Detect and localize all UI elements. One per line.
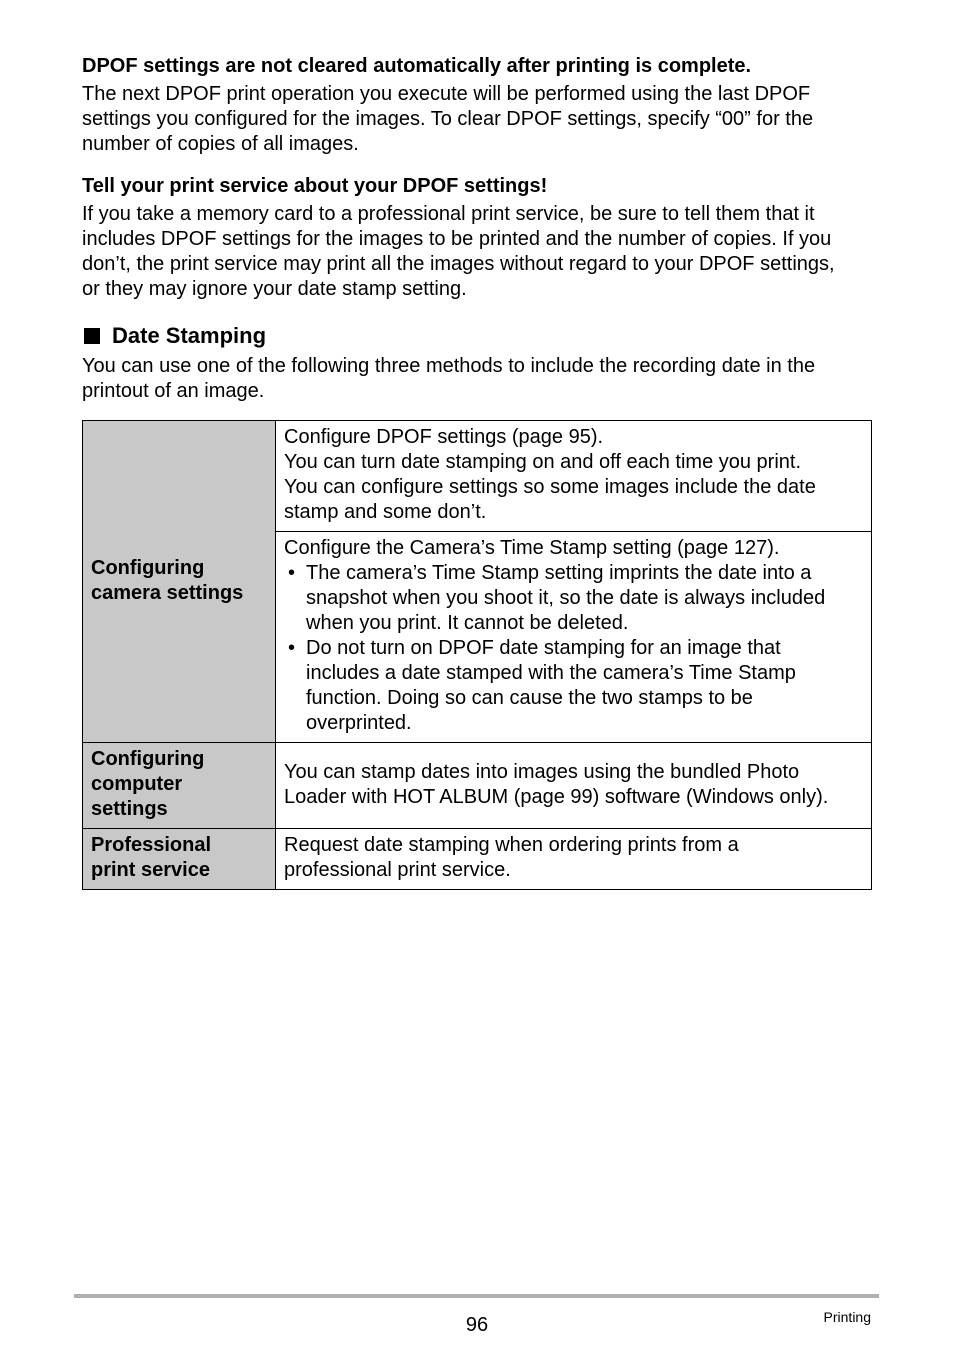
label-line: computer	[91, 773, 183, 795]
text-line: The camera’s Time Stamp setting imprints the date into a	[306, 562, 812, 584]
text-line: or they may ignore your date stamp setting.	[82, 278, 467, 300]
list-item	[284, 636, 863, 736]
tell-service-block	[82, 174, 872, 302]
text-line: stamp and some don’t.	[284, 501, 487, 523]
text-line: includes DPOF settings for the images to be printed and the number of copies. If you	[82, 228, 832, 250]
text-line: when you print. It cannot be deleted.	[306, 612, 629, 634]
bullet-icon: •	[288, 637, 296, 659]
label-line: Configuring	[91, 556, 205, 579]
label-line: Configuring	[91, 748, 205, 770]
label-line: camera settings	[91, 581, 244, 604]
footer-divider	[74, 1294, 879, 1298]
bullet-text	[306, 636, 796, 736]
text-line: function. Doing so can cause the two stamps to be	[306, 687, 753, 709]
date-stamping-title: Date Stamping	[112, 323, 267, 348]
page-content	[82, 54, 872, 890]
text-line: snapshot when you shoot it, so the date is always included	[306, 587, 826, 609]
text-line: You can stamp dates into images using the bundled Photo	[284, 760, 800, 783]
text-line: printout of an image.	[82, 380, 265, 402]
text-line: number of copies of all images.	[82, 133, 359, 155]
bullet-icon: •	[288, 562, 296, 584]
text-line: settings you configured for the images. To clear DPOF settings, specify “00” for the	[82, 108, 814, 130]
page-number: 96	[465, 1314, 489, 1336]
table-row	[83, 829, 872, 890]
date-stamping-heading	[82, 322, 872, 350]
dpof-clear-paragraph	[82, 82, 872, 157]
professional-service-cell	[276, 829, 872, 890]
date-stamping-table	[82, 420, 872, 890]
list-item	[284, 561, 863, 636]
text-line: You can use one of the following three methods to include the recording date in the	[82, 355, 816, 377]
text-line: Do not turn on DPOF date stamping for an image that	[306, 637, 781, 659]
professional-service-label	[83, 829, 276, 890]
text-line: Configure DPOF settings (page 95).	[284, 426, 604, 448]
label-line: Professional	[91, 834, 212, 856]
text-line: don’t, the print service may print all the images without regard to your DPOF settings,	[82, 253, 835, 275]
text-line: Configure the Camera’s Time Stamp setting (page 127).	[284, 537, 780, 559]
bullet-text	[306, 561, 825, 636]
dpof-settings-cell	[276, 421, 872, 532]
text-line: professional print service.	[284, 859, 511, 881]
text-line: You can turn date stamping on and off each time you print.	[284, 451, 802, 473]
text-line: If you take a memory card to a professional print service, be sure to tell them that it	[82, 203, 815, 225]
computer-settings-label	[83, 743, 276, 829]
text-line: You can configure settings so some images include the date	[284, 476, 816, 498]
text-line: Loader with HOT ALBUM (page 99) software (Windows only).	[284, 785, 829, 808]
text-line: overprinted.	[306, 712, 412, 734]
text-line: includes a date stamped with the camera’s Time Stamp	[306, 662, 796, 684]
footer-section-name: Printing	[823, 1309, 871, 1325]
label-line: settings	[91, 798, 168, 820]
text-line: Request date stamping when ordering prints from a	[284, 834, 739, 856]
date-stamping-intro	[82, 354, 872, 404]
section-square-icon	[84, 328, 100, 344]
camera-settings-label	[83, 421, 276, 743]
computer-settings-cell	[276, 743, 872, 829]
time-stamp-cell	[276, 532, 872, 743]
dpof-clear-heading: DPOF settings are not cleared automatically after printing is complete.	[82, 55, 752, 77]
tell-service-heading: Tell your print service about your DPOF settings!	[82, 175, 548, 197]
table-row	[83, 743, 872, 829]
table-row	[83, 421, 872, 532]
label-line: print service	[91, 859, 210, 881]
tell-service-paragraph	[82, 202, 872, 302]
text-line: The next DPOF print operation you execute will be performed using the last DPOF	[82, 83, 811, 105]
